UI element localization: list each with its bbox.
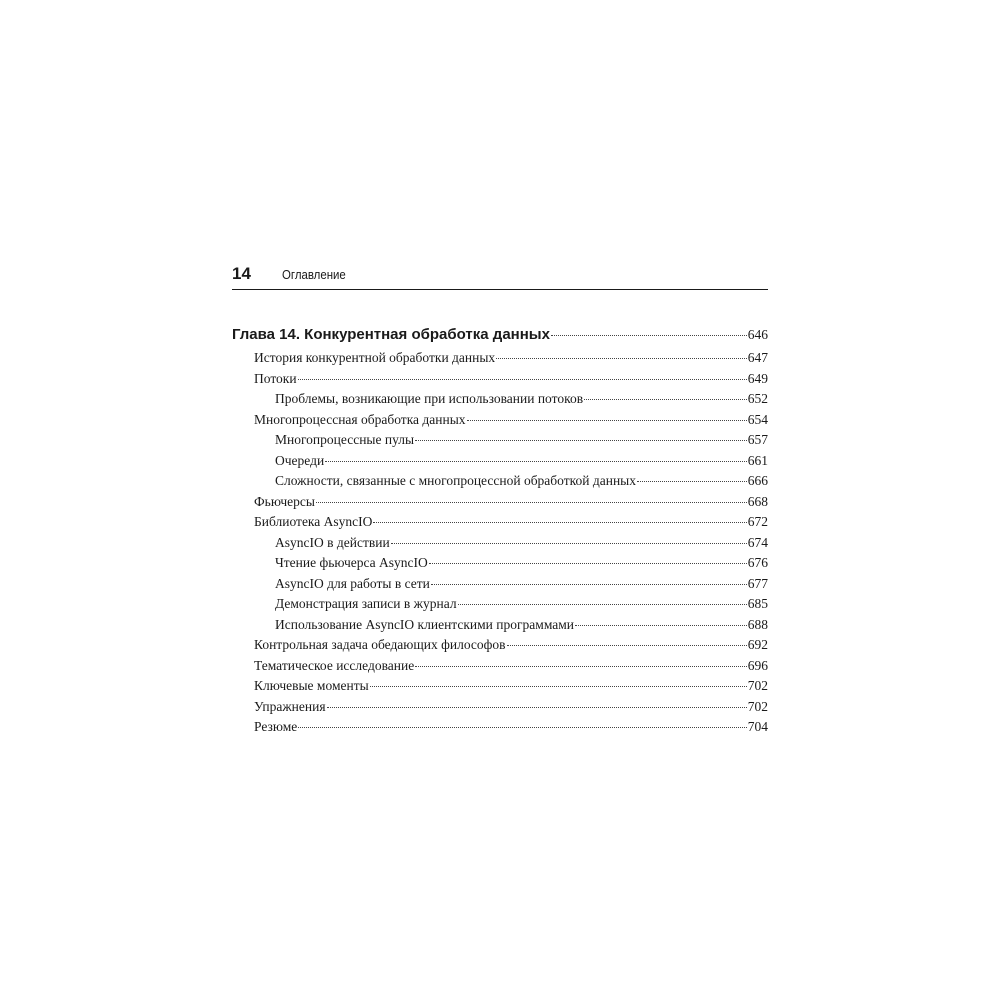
toc-entry-page: 688 bbox=[747, 616, 768, 632]
toc-subentry[interactable] bbox=[232, 594, 768, 615]
toc-entry-page: 702 bbox=[747, 698, 768, 714]
toc-entry-title: Упражнения bbox=[254, 698, 326, 714]
toc-entry-title: Проблемы, возникающие при использовании потоков bbox=[275, 391, 584, 406]
toc-entry-title: Сложности, связанные с многопроцессной обработкой данных bbox=[275, 473, 636, 488]
toc-entry[interactable] bbox=[232, 492, 768, 513]
toc-dot-leader bbox=[575, 625, 747, 626]
toc-subentry[interactable] bbox=[232, 533, 768, 554]
toc-entry-page: 677 bbox=[747, 575, 768, 591]
toc-dot-leader bbox=[584, 399, 747, 400]
toc-subentry[interactable] bbox=[232, 430, 768, 451]
toc-dot-leader bbox=[327, 707, 747, 708]
toc-subentry[interactable] bbox=[232, 389, 768, 410]
toc-dot-leader bbox=[467, 420, 747, 421]
toc-entry-page: 702 bbox=[747, 678, 768, 693]
toc-entry-page: 649 bbox=[747, 370, 768, 386]
toc-chapter-entry[interactable] bbox=[232, 322, 768, 348]
toc-entry-title: AsyncIO в действии bbox=[275, 534, 390, 550]
toc-dot-leader bbox=[373, 522, 746, 523]
toc-entry-title: Тематическое исследование bbox=[254, 657, 415, 673]
toc-dot-leader bbox=[637, 481, 747, 482]
toc-chapter-page: 646 bbox=[747, 327, 768, 342]
toc-entry-title: Ключевые моменты bbox=[254, 678, 369, 693]
toc-entry-page: 661 bbox=[747, 452, 768, 468]
toc-subentry[interactable] bbox=[232, 471, 768, 492]
toc-entry-page: 657 bbox=[747, 432, 768, 447]
toc-entry-page: 668 bbox=[747, 493, 768, 509]
toc-dot-leader bbox=[507, 645, 747, 646]
toc-subentry[interactable] bbox=[232, 451, 768, 472]
toc-entry[interactable] bbox=[232, 348, 768, 369]
toc-entry-page: 652 bbox=[747, 391, 768, 406]
toc-entry[interactable] bbox=[232, 717, 768, 738]
toc-entry[interactable] bbox=[232, 635, 768, 656]
toc-entry-title: Многопроцессные пулы bbox=[275, 432, 415, 447]
page-number: 14 bbox=[232, 264, 251, 283]
toc-dot-leader bbox=[431, 584, 747, 585]
toc-dot-leader bbox=[370, 686, 747, 687]
toc-dot-leader bbox=[429, 563, 747, 564]
running-title: Оглавление bbox=[282, 267, 346, 282]
toc-entry-title: История конкурентной обработки данных bbox=[254, 350, 496, 365]
toc-dot-leader bbox=[415, 666, 747, 667]
toc-entry-page: 666 bbox=[747, 473, 768, 488]
toc-entry-title: Использование AsyncIO клиентскими программами bbox=[275, 616, 575, 632]
toc-dot-leader bbox=[298, 727, 746, 728]
toc-entry-page: 672 bbox=[747, 514, 768, 529]
toc-subentry[interactable] bbox=[232, 574, 768, 595]
toc-entry-title: Демонстрация записи в журнал bbox=[275, 596, 457, 611]
toc-entry-title: Резюме bbox=[254, 719, 298, 734]
table-of-contents bbox=[232, 322, 768, 738]
toc-chapter-title: Глава 14. Конкурентная обработка данных bbox=[232, 326, 550, 343]
toc-entry-page: 674 bbox=[747, 534, 768, 550]
toc-entry-page: 696 bbox=[747, 657, 768, 673]
toc-entry-title: Чтение фьючерса AsyncIO bbox=[275, 555, 428, 570]
toc-dot-leader bbox=[496, 358, 747, 359]
header-rule bbox=[232, 289, 768, 290]
toc-entry-title: Многопроцессная обработка данных bbox=[254, 411, 466, 427]
toc-entry-title: Фьючерсы bbox=[254, 493, 315, 509]
toc-entry[interactable] bbox=[232, 656, 768, 677]
toc-dot-leader bbox=[298, 379, 747, 380]
toc-entry[interactable] bbox=[232, 697, 768, 718]
toc-dot-leader bbox=[551, 335, 747, 336]
toc-dot-leader bbox=[316, 502, 747, 503]
toc-entry-title: AsyncIO для работы в сети bbox=[275, 575, 430, 591]
toc-entry-title: Потоки bbox=[254, 370, 297, 386]
toc-dot-leader bbox=[391, 543, 747, 544]
toc-entry-page: 647 bbox=[747, 350, 768, 365]
toc-dot-leader bbox=[415, 440, 747, 441]
toc-entry-page: 685 bbox=[747, 596, 768, 611]
toc-entry[interactable] bbox=[232, 676, 768, 697]
toc-entry[interactable] bbox=[232, 512, 768, 533]
toc-entry-page: 654 bbox=[747, 411, 768, 427]
toc-dot-leader bbox=[325, 461, 747, 462]
toc-entry-title: Библиотека AsyncIO bbox=[254, 514, 373, 529]
toc-entry-title: Очереди bbox=[275, 452, 325, 468]
toc-subentry[interactable] bbox=[232, 615, 768, 636]
toc-entry[interactable] bbox=[232, 410, 768, 431]
toc-entry-page: 676 bbox=[747, 555, 768, 570]
toc-entry-page: 692 bbox=[747, 637, 768, 652]
toc-entry[interactable] bbox=[232, 369, 768, 390]
toc-subentry[interactable] bbox=[232, 553, 768, 574]
toc-dot-leader bbox=[458, 604, 747, 605]
toc-entry-page: 704 bbox=[747, 719, 768, 734]
toc-entry-title: Контрольная задача обедающих философов bbox=[254, 637, 506, 652]
running-head bbox=[232, 263, 768, 289]
